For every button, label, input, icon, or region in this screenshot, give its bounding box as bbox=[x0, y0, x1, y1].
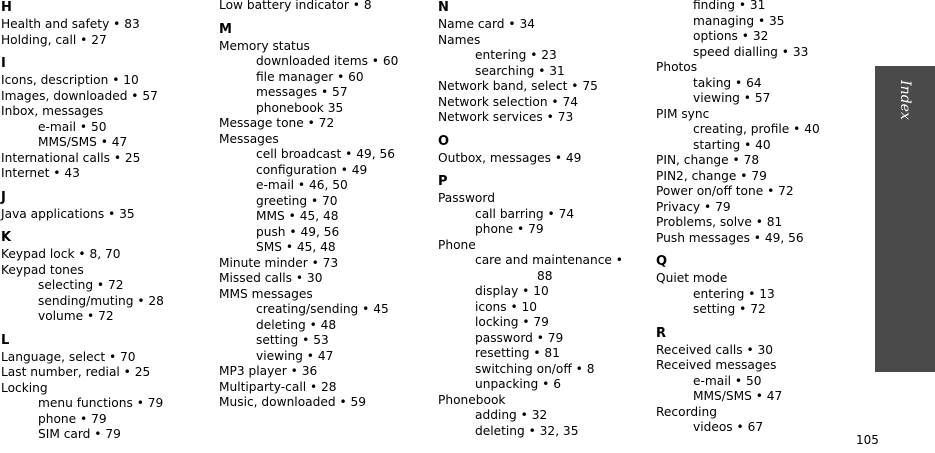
index-entry: Inbox, messages bbox=[1, 104, 104, 118]
index-subentry: phonebook 35 bbox=[256, 100, 344, 115]
index-entry: Internet • 43 bbox=[1, 166, 80, 180]
index-entry: Received messages bbox=[656, 358, 777, 372]
index-subentry: switching on/off • 8 bbox=[475, 361, 595, 376]
section-letter: N bbox=[438, 0, 449, 15]
index-subentry: MMS/SMS • 47 bbox=[38, 135, 128, 149]
index-entry: Names bbox=[438, 32, 481, 47]
section-letter: J bbox=[1, 189, 6, 205]
index-subentry: configuration • 49 bbox=[256, 162, 368, 177]
index-subentry: deleting • 48 bbox=[256, 317, 337, 332]
index-subentry: managing • 35 bbox=[693, 13, 785, 28]
index-subentry: SMS • 45, 48 bbox=[256, 240, 336, 254]
index-entry: Problems, solve • 81 bbox=[656, 215, 783, 229]
index-entry: Language, select • 70 bbox=[1, 349, 136, 364]
index-section bbox=[656, 254, 868, 318]
index-subentry: display • 10 bbox=[475, 284, 549, 298]
index-entry: Images, downloaded • 57 bbox=[1, 88, 158, 103]
index-subentry: e-mail • 50 bbox=[693, 373, 762, 388]
index-subentry: SIM card • 79 bbox=[38, 427, 121, 441]
page-number: 105 bbox=[856, 433, 879, 447]
section-letter: Q bbox=[656, 254, 668, 269]
index-entry: International calls • 25 bbox=[1, 150, 141, 165]
section-letter: R bbox=[656, 325, 667, 341]
index-entry: Keypad lock • 8, 70 bbox=[1, 247, 121, 261]
index-entry: Icons, description • 10 bbox=[1, 73, 139, 87]
index-subentry: creating, profile • 40 bbox=[693, 122, 820, 136]
index-section bbox=[438, 174, 650, 439]
index-subentry: call barring • 74 bbox=[475, 206, 575, 221]
index-column-4 bbox=[656, 0, 868, 444]
index-section bbox=[438, 0, 650, 126]
index-subentry: resetting • 81 bbox=[475, 346, 560, 360]
index-subentry: selecting • 72 bbox=[38, 278, 124, 292]
index-entry: PIM sync bbox=[656, 106, 710, 121]
section-letter: K bbox=[1, 230, 12, 245]
index-entry: Network selection • 74 bbox=[438, 94, 578, 109]
index-subentry: downloaded items • 60 bbox=[256, 54, 399, 68]
index-entry: Recording bbox=[656, 404, 717, 419]
section-letter: M bbox=[219, 21, 232, 37]
index-column-2 bbox=[219, 0, 431, 419]
index-subentry: menu functions • 79 bbox=[38, 396, 164, 410]
section-letter: H bbox=[1, 0, 12, 15]
index-subentry: starting • 40 bbox=[693, 137, 771, 152]
index-entry: Outbox, messages • 49 bbox=[438, 150, 582, 165]
index-entry: Holding, call • 27 bbox=[1, 32, 107, 47]
index-subentry: push • 49, 56 bbox=[256, 224, 340, 239]
index-subentry: e-mail • 50 bbox=[38, 119, 107, 134]
index-subentry: messages • 57 bbox=[256, 85, 348, 99]
index-entry: Phonebook bbox=[438, 392, 506, 407]
index-subentry: viewing • 57 bbox=[693, 91, 771, 105]
index-entry: Name card • 34 bbox=[438, 17, 535, 31]
index-entry: Multiparty-call • 28 bbox=[219, 379, 337, 394]
index-section bbox=[656, 0, 868, 246]
index-subentry: greeting • 70 bbox=[256, 193, 338, 208]
index-entry: Push messages • 49, 56 bbox=[656, 230, 804, 245]
index-subentry: password • 79 bbox=[475, 330, 564, 345]
index-entry: Keypad tones bbox=[1, 262, 84, 277]
section-letter: L bbox=[1, 332, 10, 348]
index-subentry: viewing • 47 bbox=[256, 348, 334, 363]
index-subentry: phone • 79 bbox=[38, 411, 107, 426]
index-entry: Phone bbox=[438, 237, 476, 252]
index-subentry: MMS • 45, 48 bbox=[256, 209, 339, 223]
index-entry: Missed calls • 30 bbox=[219, 271, 323, 285]
index-section bbox=[1, 0, 213, 48]
index-entry: Quiet mode bbox=[656, 271, 728, 285]
index-subentry: searching • 31 bbox=[475, 63, 565, 78]
index-entry: Power on/off tone • 72 bbox=[656, 184, 794, 198]
index-entry: Photos bbox=[656, 60, 698, 74]
index-subentry: creating/sending • 45 bbox=[256, 302, 389, 316]
index-subentry: entering • 13 bbox=[693, 286, 775, 301]
index-section bbox=[438, 134, 650, 167]
index-entry: Memory status bbox=[219, 38, 310, 53]
index-entry: Network band, select • 75 bbox=[438, 79, 598, 93]
index-entry: Locking bbox=[1, 380, 48, 395]
side-tab-label: Index bbox=[897, 80, 913, 120]
index-entry: PIN2, change • 79 bbox=[656, 168, 767, 183]
index-entry: Health and safety • 83 bbox=[1, 17, 140, 31]
index-subentry: e-mail • 46, 50 bbox=[256, 178, 348, 192]
index-section bbox=[1, 333, 213, 443]
section-letter: O bbox=[438, 133, 450, 149]
index-column-3 bbox=[438, 0, 650, 447]
index-subentry: phone • 79 bbox=[475, 222, 544, 236]
index-section bbox=[219, 0, 431, 14]
index-subentry: setting • 72 bbox=[693, 302, 766, 316]
index-subentry: unpacking • 6 bbox=[475, 377, 561, 391]
index-entry: Message tone • 72 bbox=[219, 116, 335, 130]
section-letter: P bbox=[438, 174, 448, 189]
index-section bbox=[1, 190, 213, 223]
index-entry: Java applications • 35 bbox=[1, 206, 135, 221]
index-subentry: setting • 53 bbox=[256, 333, 329, 347]
index-entry: PIN, change • 78 bbox=[656, 153, 760, 167]
index-section bbox=[656, 326, 868, 436]
index-subentry: adding • 32 bbox=[475, 408, 548, 422]
index-entry: Password bbox=[438, 191, 495, 205]
index-subentry: videos • 67 bbox=[693, 420, 764, 434]
index-subentry: care and maintenance • 88 bbox=[475, 253, 623, 283]
index-subentry: entering • 23 bbox=[475, 48, 557, 62]
index-entry: Low battery indicator • 8 bbox=[219, 0, 372, 12]
index-side-tab bbox=[875, 66, 935, 372]
index-subentry: cell broadcast • 49, 56 bbox=[256, 147, 395, 161]
index-subentry: icons • 10 bbox=[475, 299, 538, 314]
index-section bbox=[1, 230, 213, 325]
index-subentry: speed dialling • 33 bbox=[693, 44, 809, 59]
index-subentry: deleting • 32, 35 bbox=[475, 423, 579, 438]
index-subentry: sending/muting • 28 bbox=[38, 293, 164, 308]
index-entry: Privacy • 79 bbox=[656, 199, 731, 214]
index-column-1 bbox=[1, 0, 213, 451]
index-entry: Music, downloaded • 59 bbox=[219, 395, 367, 409]
index-subentry: options • 32 bbox=[693, 29, 769, 43]
index-section bbox=[1, 56, 213, 182]
index-subentry: MMS/SMS • 47 bbox=[693, 389, 783, 403]
index-entry: Last number, redial • 25 bbox=[1, 365, 151, 379]
index-subentry: locking • 79 bbox=[475, 315, 549, 329]
index-entry: Received calls • 30 bbox=[656, 342, 774, 357]
section-letter: I bbox=[1, 56, 6, 71]
index-entry: MP3 player • 36 bbox=[219, 364, 318, 378]
index-subentry: volume • 72 bbox=[38, 309, 114, 323]
index-subentry: file manager • 60 bbox=[256, 69, 364, 84]
index-section bbox=[219, 22, 431, 411]
index-entry: MMS messages bbox=[219, 286, 313, 301]
index-subentry: taking • 64 bbox=[693, 75, 762, 90]
index-entry: Network services • 73 bbox=[438, 110, 574, 124]
index-entry: Minute minder • 73 bbox=[219, 255, 339, 270]
index-entry: Messages bbox=[219, 131, 279, 146]
index-subentry: finding • 31 bbox=[693, 0, 766, 12]
